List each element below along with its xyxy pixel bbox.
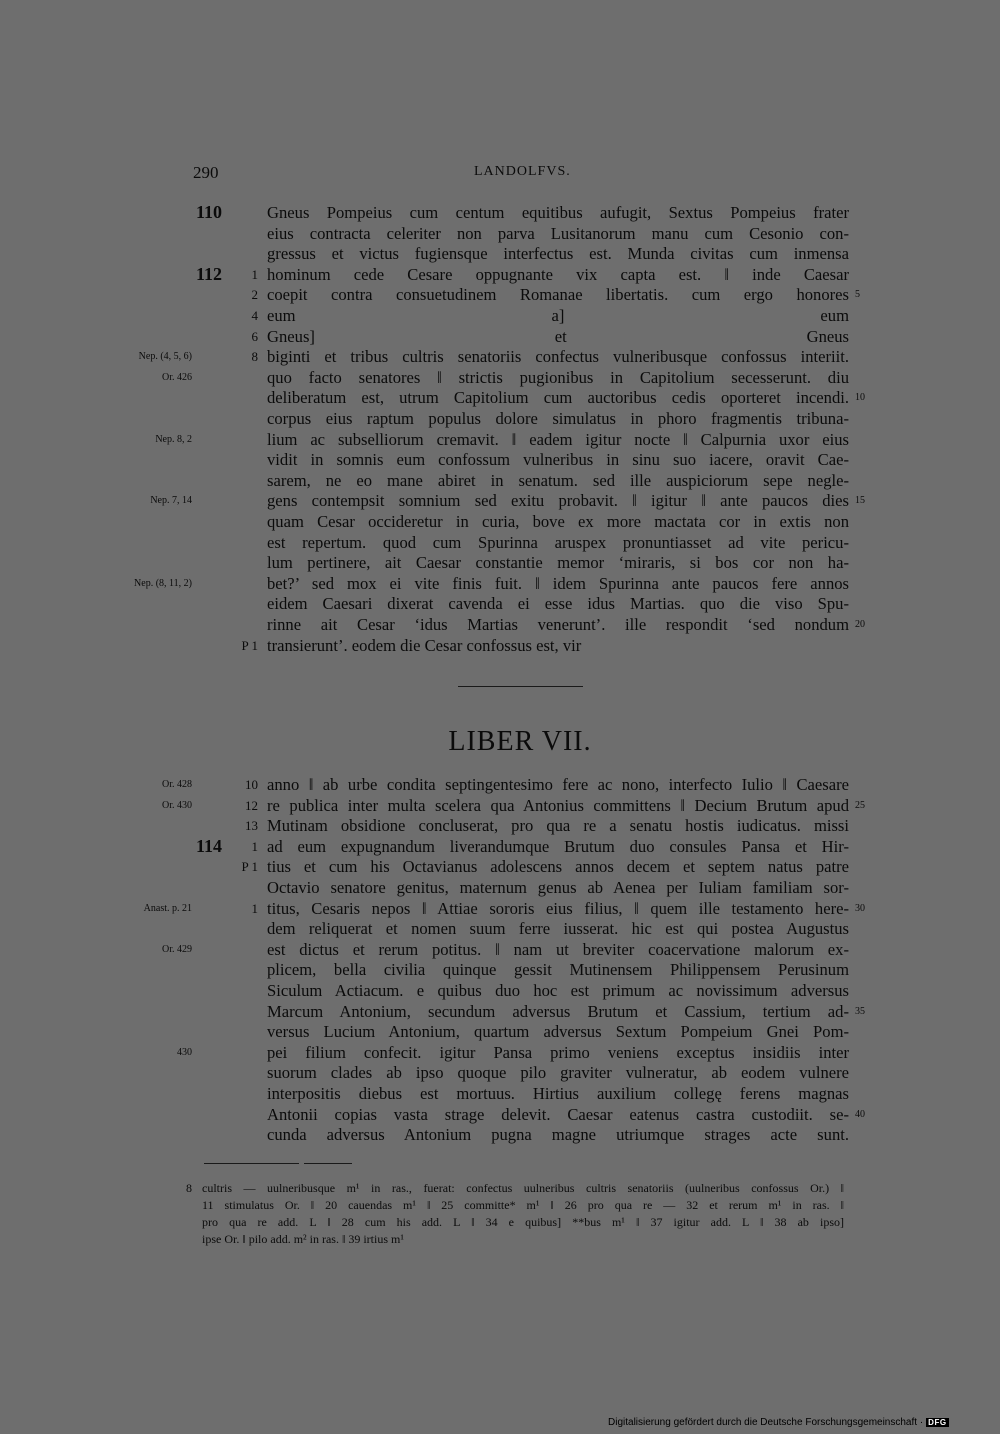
text-line bbox=[0, 223, 1000, 244]
text-line bbox=[0, 326, 1000, 347]
chapter-number: 114 bbox=[196, 835, 223, 856]
text-line bbox=[0, 305, 1000, 326]
source-reference: Anast. p. 21 bbox=[143, 902, 192, 914]
line-number: 10 bbox=[855, 392, 865, 404]
line-text: hominum cede Cesare oppugnante vix capta est. ‖ inde Caesar bbox=[267, 264, 849, 284]
line-text: bet?’ sed mox ei vite finis fuit. ‖ idem Spurinna ante paucos fere annos bbox=[267, 573, 849, 593]
line-number: 15 bbox=[855, 495, 865, 507]
source-reference: Nep. 8, 2 bbox=[155, 433, 192, 445]
line-number: 35 bbox=[855, 1005, 865, 1017]
footnote-rule bbox=[204, 1163, 299, 1164]
text-line bbox=[0, 959, 1000, 980]
line-text: re publica inter multa scelera qua Antonius committens ‖ Decium Brutum apud bbox=[267, 795, 849, 815]
text-line bbox=[0, 408, 1000, 429]
line-text: Antonii copias vasta strage delevit. Caesar eatenus castra custodiit. se- bbox=[267, 1104, 849, 1124]
variant-marker: 1 bbox=[251, 266, 258, 282]
variant-marker: 13 bbox=[245, 818, 258, 834]
footnote-text: 11 stimulatus Or. ‖ 20 cauendas m¹ ‖ 25 committe* m¹ ‖ 26 pro qua re — 32 et rerum m¹ in ras. ‖ bbox=[202, 1198, 844, 1212]
text-line bbox=[0, 1124, 1000, 1145]
line-number: 20 bbox=[855, 619, 865, 630]
text-line bbox=[0, 346, 1000, 367]
page-number: 290 bbox=[193, 163, 219, 182]
text-line bbox=[0, 795, 1000, 816]
text-line bbox=[0, 1001, 1000, 1022]
text-line bbox=[0, 367, 1000, 388]
text-line bbox=[0, 774, 1000, 795]
line-text: sarem, ne eo mane abiret in senatum. sed ille auspiciorum sepe negle- bbox=[267, 470, 849, 490]
funding-notice bbox=[608, 1417, 949, 1428]
line-text: Siculum Actiacum. e quibus duo hoc est primum ac novissimum adversus bbox=[267, 981, 849, 1000]
line-text: est repertum. quod cum Spurinna aruspex pronuntiasset ad vite pericu- bbox=[267, 532, 849, 552]
line-number: 5 bbox=[855, 289, 860, 301]
running-title: LANDOLFVS. bbox=[474, 164, 571, 179]
line-text: Octavio senatore genitus, maternum genus ab Aenea per Iuliam familiam sor- bbox=[267, 878, 849, 897]
source-reference: Or. 430 bbox=[162, 799, 192, 811]
line-text: vidit in somnis eum confossum vulneribus in sinu suo iacere, oravit Cae- bbox=[267, 450, 849, 470]
line-text: dem reliquerat et nomen suum ferre iusserat. hic est qui postea Augustus bbox=[267, 919, 849, 939]
text-line bbox=[0, 877, 1000, 898]
text-line bbox=[0, 815, 1000, 836]
footnote-text: cultris — uulneribusque m¹ in ras., fuerat: confectus uulneribus cultris senatoriis (uulneribus confossus Or.) ‖ bbox=[202, 1181, 844, 1195]
text-line bbox=[0, 284, 1000, 305]
line-text: eum a] eum bbox=[267, 306, 849, 325]
text-line bbox=[0, 614, 1000, 635]
variant-marker: 1 bbox=[251, 900, 258, 916]
text-line bbox=[0, 470, 1000, 491]
text-line bbox=[0, 1083, 1000, 1104]
line-text: corpus eius raptum populus dolore simulatus in phoro fragmentis tribuna- bbox=[267, 409, 849, 428]
text-line bbox=[0, 898, 1000, 919]
text-line bbox=[0, 429, 1000, 450]
line-text: rinne ait Cesar ‘idus Martias venerunt’. ille respondit ‘sed nondum bbox=[267, 615, 849, 634]
text-line bbox=[0, 202, 1000, 223]
variant-marker: 8 bbox=[251, 349, 258, 365]
variant-marker: 10 bbox=[245, 777, 258, 792]
text-line bbox=[0, 264, 1000, 285]
line-text: quo facto senatores ‖ strictis pugionibus in Capitolium secesserunt. diu bbox=[267, 367, 849, 387]
source-reference: Or. 429 bbox=[162, 943, 192, 955]
chapter-number: 112 bbox=[196, 263, 223, 284]
variant-marker: P 1 bbox=[241, 637, 258, 653]
line-text: eius contracta celeriter non parva Lusitanorum manu cum Cesonio con- bbox=[267, 223, 849, 243]
line-text: anno ‖ ab urbe condita septingentesimo fere ac nono, interfecto Iulio ‖ Caesare bbox=[267, 775, 849, 794]
footnote-number: 8 bbox=[186, 1181, 192, 1195]
line-text: titus, Cesaris nepos ‖ Attiae sororis eius filius, ‖ quem ille testamento here- bbox=[267, 898, 849, 918]
line-text: Gneus] et Gneus bbox=[267, 326, 849, 346]
text-line bbox=[0, 593, 1000, 614]
variant-marker: 2 bbox=[251, 287, 258, 303]
line-text: tius et cum his Octavianus adolescens annos decem et septem natus patre bbox=[267, 857, 849, 877]
text-line bbox=[0, 1104, 1000, 1125]
text-line bbox=[0, 573, 1000, 594]
line-text: cunda adversus Antonium pugna magne utriumque strages acte sunt. bbox=[267, 1125, 849, 1145]
line-text: est dictus et rerum potitus. ‖ nam ut breviter coacervatione malorum ex- bbox=[267, 939, 849, 959]
line-text: lum pertinere, ait Caesar constantie memor ‘miraris, si bos cor non ha- bbox=[267, 553, 849, 573]
text-line bbox=[0, 552, 1000, 573]
text-line bbox=[0, 490, 1000, 511]
line-text: biginti et tribus cultris senatoriis confectus vulneribusque confossus interiit. bbox=[267, 347, 849, 367]
line-text: Gneus Pompeius cum centum equitibus aufugit, Sextus Pompeius frater bbox=[267, 203, 849, 222]
footnote-rule bbox=[304, 1163, 352, 1164]
variant-marker: 4 bbox=[251, 308, 258, 323]
line-text: eidem Caesari dixerat cavenda ei esse idus Martias. quo die viso Spu- bbox=[267, 594, 849, 614]
line-text: pei filium confecit. igitur Pansa primo veniens exceptus insidiis inter bbox=[267, 1042, 849, 1062]
text-line bbox=[0, 1021, 1000, 1042]
text-line bbox=[0, 387, 1000, 408]
text-line bbox=[0, 918, 1000, 939]
line-text: coepit contra consuetudinem Romanae libertatis. cum ergo honores bbox=[267, 285, 849, 305]
line-text: transierunt’. eodem die Cesar confossus est, vir bbox=[267, 635, 582, 655]
text-line bbox=[0, 1042, 1000, 1063]
line-number: 40 bbox=[855, 1108, 865, 1120]
line-text: gens contempsit somnium sed exitu probavit. ‖ igitur ‖ ante paucos dies bbox=[267, 491, 849, 511]
line-text: Marcum Antonium, secundum adversus Brutum et Cassium, tertium ad- bbox=[267, 1001, 849, 1021]
text-line bbox=[0, 635, 1000, 656]
source-reference: Nep. 7, 14 bbox=[150, 495, 192, 507]
variant-marker: 12 bbox=[245, 797, 258, 813]
text-line bbox=[0, 449, 1000, 470]
line-text: suorum clades ab ipso quoque pilo graviter vulneratur, ab eodem vulnere bbox=[267, 1063, 849, 1083]
text-line bbox=[0, 1062, 1000, 1083]
footnote-text: ipse Or. ‖ pilo add. m² in ras. ‖ 39 irtius m¹ bbox=[202, 1232, 404, 1246]
text-line bbox=[0, 511, 1000, 532]
line-text: quam Cesar occideretur in curia, bove ex more mactata cor in extis non bbox=[267, 512, 849, 531]
section-divider bbox=[458, 686, 583, 687]
line-text: lium ac subselliorum cremavit. ‖ eadem igitur nocte ‖ Calpurnia uxor eius bbox=[267, 429, 849, 449]
source-reference: Nep. (8, 11, 2) bbox=[134, 577, 192, 589]
line-text: interpositis diebus est mortuus. Hirtius auxilium collegę ferens magnas bbox=[267, 1084, 849, 1103]
variant-marker: 6 bbox=[251, 328, 258, 344]
source-reference: Or. 426 bbox=[162, 371, 192, 383]
text-line bbox=[0, 856, 1000, 877]
line-text: ad eum expugnandum liverandumque Brutum duo consules Pansa et Hir- bbox=[267, 836, 849, 856]
variant-marker: 1 bbox=[251, 838, 258, 854]
text-line bbox=[0, 532, 1000, 553]
line-text: Mutinam obsidione concluserat, pro qua re a senatu hostis iudicatus. missi bbox=[267, 816, 849, 836]
source-reference: 430 bbox=[177, 1046, 192, 1058]
line-text: plicem, bella civilia quinque gessit Mutinensem Philippensem Perusinum bbox=[267, 960, 849, 980]
line-text: gressus et victus fugiensque interfectus est. Munda civitas cum inmensa bbox=[267, 244, 849, 264]
variant-marker: P 1 bbox=[241, 859, 258, 875]
text-line bbox=[0, 980, 1000, 1001]
source-reference: Or. 428 bbox=[162, 779, 192, 790]
book-heading: LIBER VII. bbox=[448, 726, 592, 757]
source-reference: Nep. (4, 5, 6) bbox=[138, 351, 192, 363]
line-number: 30 bbox=[855, 902, 865, 914]
text-line bbox=[0, 836, 1000, 857]
footnote-text: pro qua re add. L ‖ 28 cum his add. L ‖ 34 e quibus] **bus m¹ ‖ 37 igitur add. L ‖ 38 ab ipso] bbox=[202, 1215, 844, 1229]
line-number: 25 bbox=[855, 799, 865, 811]
line-text: deliberatum est, utrum Capitolium cum auctoribus cedis oporteret incendi. bbox=[267, 388, 849, 408]
dfg-logo: DFG bbox=[928, 1418, 947, 1427]
funding-notice-text: Digitalisierung gefördert durch die Deutsche Forschungsgemeinschaft · bbox=[608, 1417, 924, 1428]
line-text: versus Lucium Antonium, quartum adversus Sextum Pompeium Gnei Pom- bbox=[267, 1022, 849, 1042]
text-line bbox=[0, 243, 1000, 264]
text-line bbox=[0, 939, 1000, 960]
chapter-number: 110 bbox=[196, 202, 223, 222]
